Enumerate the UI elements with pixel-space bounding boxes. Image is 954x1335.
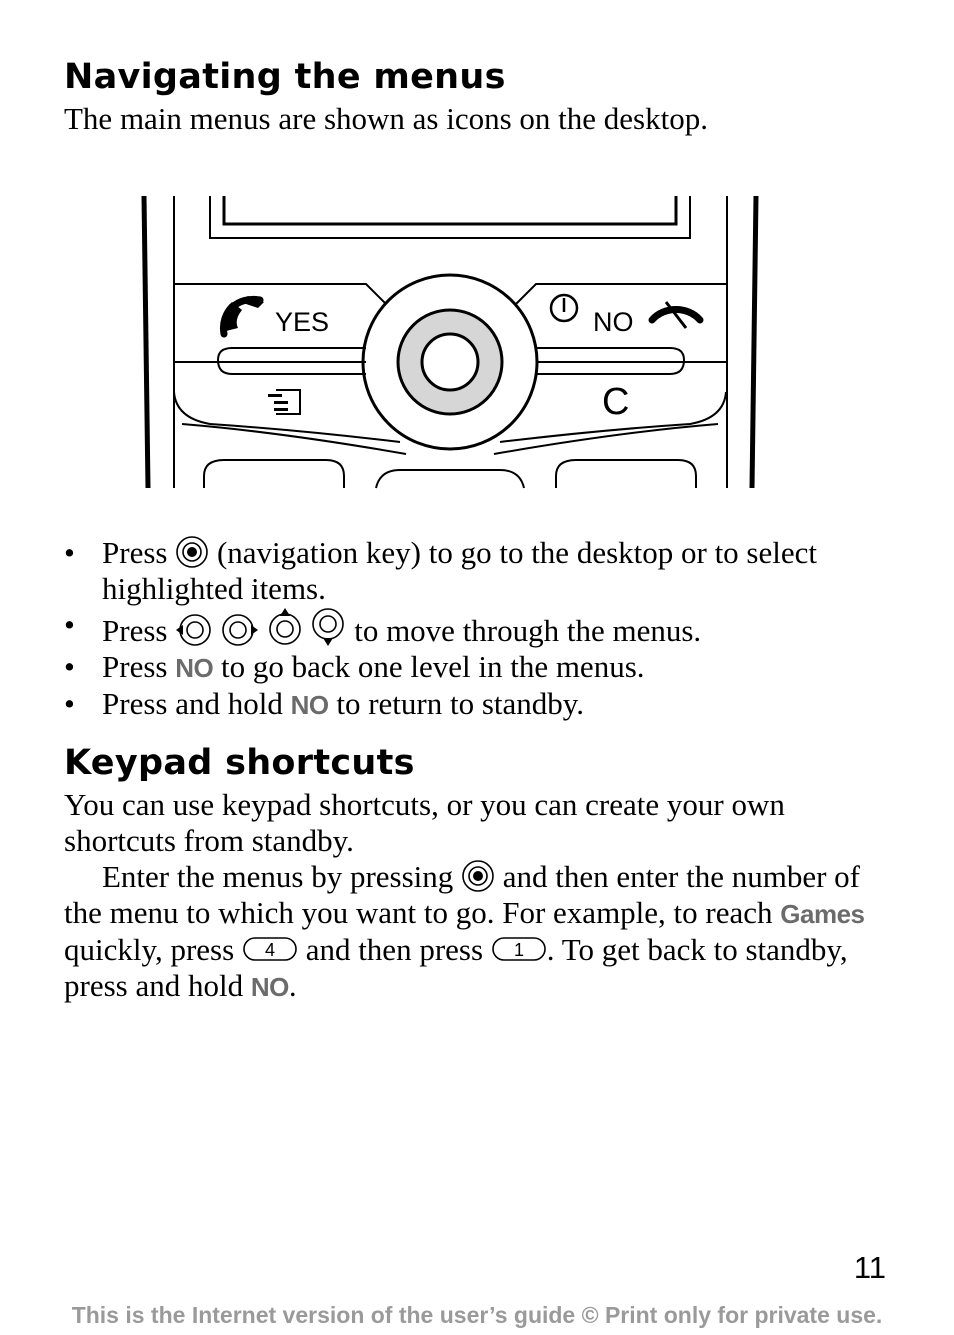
navigate-up-icon [267,607,303,647]
yes-key-label: YES [275,307,330,337]
list-item: • Press and hold NO to return to standby. [64,686,584,721]
section-heading-keypad-shortcuts: Keypad shortcuts [64,743,415,783]
page-number: 11 [853,1250,886,1285]
navigate-down-icon [310,607,346,647]
no-key-reference: NO [250,972,289,1002]
navigation-key-icon [461,859,495,893]
no-key-reference: NO [175,653,214,683]
shortcuts-paragraph-2: Enter the menus by pressing and then enter the number of the menu to which you want to go. For example, to reach Games quickly, press 4 and then press 1 . To get back to standby, press and hold NO. [64,859,865,1003]
key-4-icon [242,935,298,963]
navigate-left-icon [175,613,213,647]
intro-text: The main menus are shown as icons on the desktop. [64,101,708,136]
key-1-icon [491,935,547,963]
navigate-right-icon [221,613,259,647]
no-key-reference: NO [290,690,329,720]
phone-keypad-illustration [130,192,770,490]
list-item: • Press NO to go back one level in the menus. [64,649,645,684]
navigation-key-icon [175,535,209,569]
games-menu-reference: Games [780,899,865,929]
list-item: • Press to move through the menus. [64,607,702,648]
section-heading-navigating: Navigating the menus [64,57,506,97]
navigation-bullet-list [64,535,904,723]
no-key-label: NO [593,307,634,337]
svg-text:1: 1 [513,940,524,960]
shortcuts-paragraph-1: You can use keypad shortcuts, or you can create your own shortcuts from standby. [64,787,785,858]
svg-text:4: 4 [264,940,275,960]
shortcuts-text [64,787,904,1005]
clear-key-label: C [602,381,630,423]
list-item: • Press (navigation key) to go to the desktop or to select highlighted items. [64,535,818,606]
footer-note: This is the Internet version of the user’s guide © Print only for private use. [71,1302,883,1328]
